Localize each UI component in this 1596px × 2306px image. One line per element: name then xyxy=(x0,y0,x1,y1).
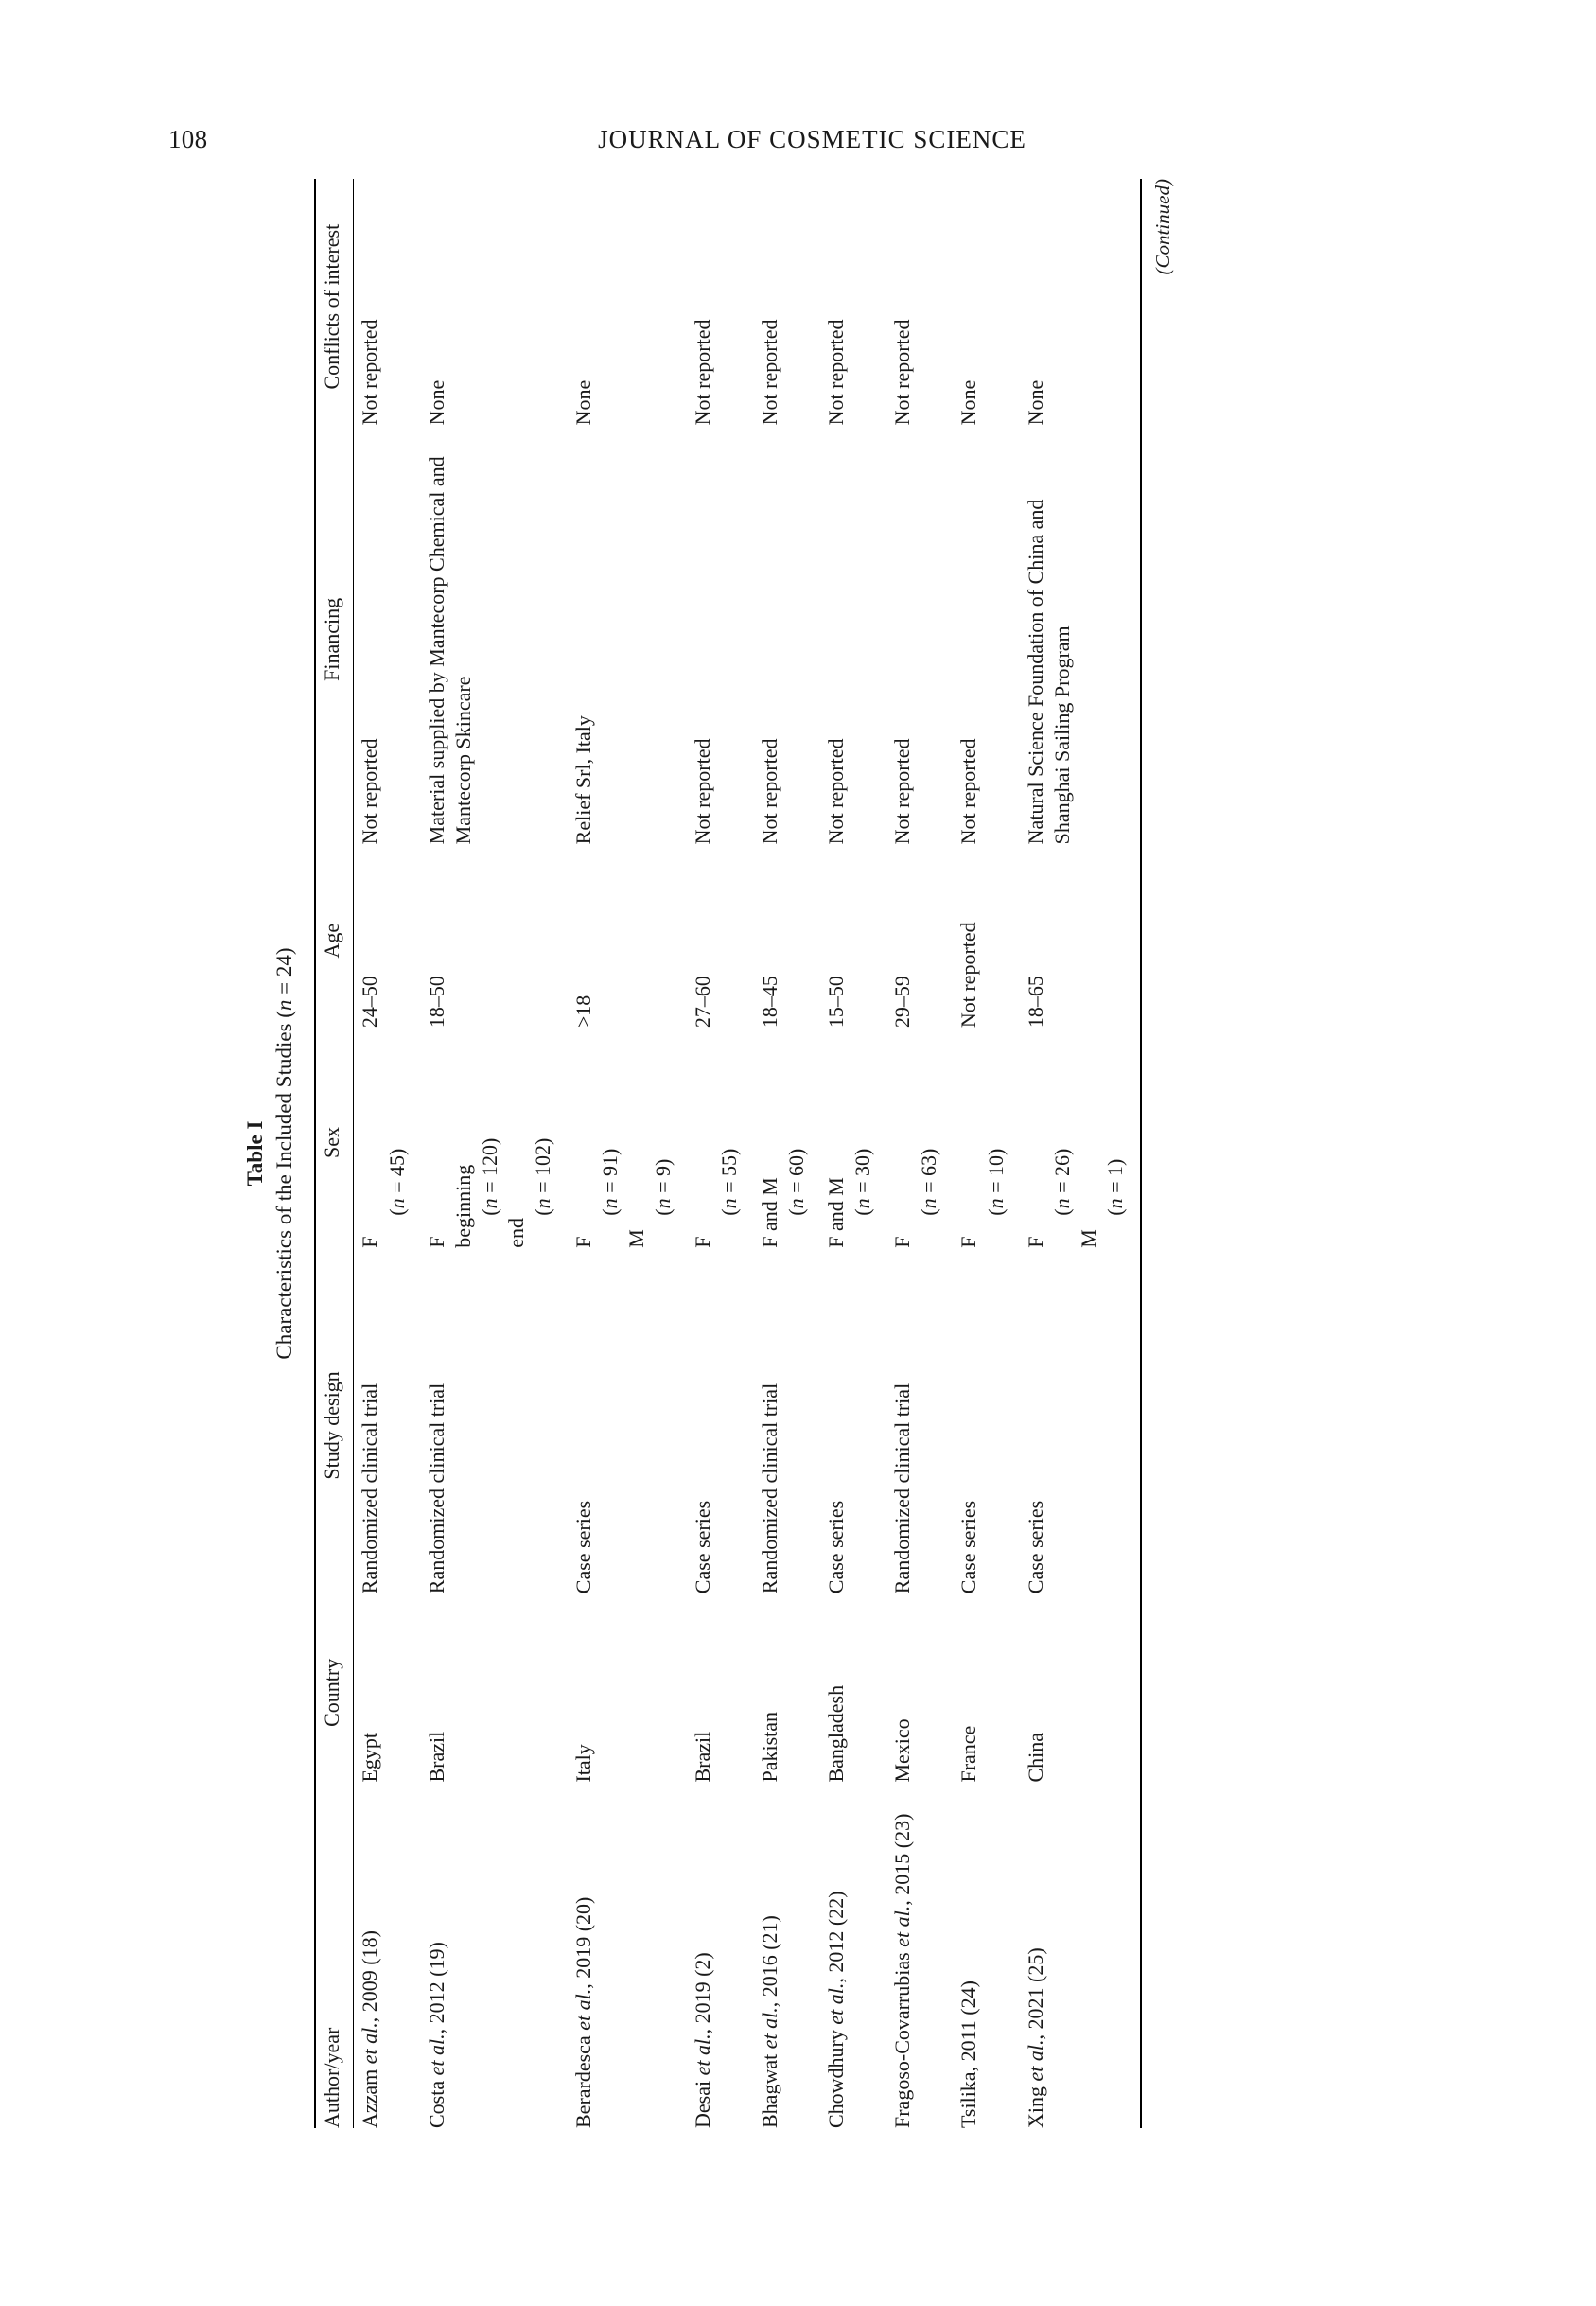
cell-design: Randomized clinical trial xyxy=(757,1382,781,1593)
table-block xyxy=(240,179,1357,2128)
table-row xyxy=(559,179,679,2128)
table-number: Table I xyxy=(242,1120,267,1186)
table-row xyxy=(812,179,878,2128)
cell-coi: Not reported xyxy=(889,319,914,425)
cell-author: Costa et al., 2012 (19) xyxy=(424,1941,448,2128)
cell-coi: Not reported xyxy=(690,319,714,425)
cell-country: Italy xyxy=(570,1743,595,1783)
col-header-financing: Financing xyxy=(315,425,354,844)
cell-coi: None xyxy=(570,379,595,425)
cell-author: Bhagwat et al., 2016 (21) xyxy=(757,1914,781,2128)
cell-country: Brazil xyxy=(690,1731,714,1783)
table-caption-text xyxy=(270,179,299,2128)
cell-author: Azzam et al., 2009 (18) xyxy=(357,1929,381,2128)
cell-age: 18–45 xyxy=(757,975,781,1028)
table-row xyxy=(679,179,745,2128)
table-caption xyxy=(240,179,299,2128)
cell-coi: Not reported xyxy=(823,319,848,425)
cell-author: Desai et al., 2019 (2) xyxy=(690,1951,714,2128)
col-header-coi: Conflicts of interest xyxy=(315,179,354,425)
table-row xyxy=(412,179,559,2128)
caption-n-italic: n xyxy=(272,999,296,1011)
cell-design: Case series xyxy=(570,1500,595,1593)
journal-title: JOURNAL OF COSMETIC SCIENCE xyxy=(598,125,1026,153)
caption-prefix: Characteristics of the Included Studies ( xyxy=(272,1010,296,1360)
col-header-author: Author/year xyxy=(315,1782,354,2127)
cell-sex: F (n = 10) xyxy=(956,1148,1008,1248)
cell-author: Berardesca et al., 2019 (20) xyxy=(570,1896,595,2128)
cell-country: Mexico xyxy=(889,1717,914,1783)
cell-age: 27–60 xyxy=(690,975,714,1028)
cell-sex: F and M (n = 60) xyxy=(757,1148,808,1248)
cell-design: Randomized clinical trial xyxy=(357,1382,381,1593)
cell-sex: F (n = 63) xyxy=(889,1148,940,1248)
page-number: 108 xyxy=(168,125,208,153)
cell-age: 24–50 xyxy=(357,975,381,1028)
cell-age: 18–50 xyxy=(424,975,448,1028)
cell-country: Pakistan xyxy=(757,1711,781,1783)
cell-age: 18–65 xyxy=(1023,975,1047,1028)
cell-sex: F (n = 55) xyxy=(690,1148,741,1248)
cell-design: Case series xyxy=(1023,1500,1047,1593)
cell-coi: None xyxy=(1023,379,1047,425)
cell-author: Chowdhury et al., 2012 (22) xyxy=(823,1890,848,2128)
cell-financing: Not reported xyxy=(690,738,714,844)
cell-coi: Not reported xyxy=(357,319,381,425)
continued-note: (Continued) xyxy=(1150,178,1174,274)
cell-financing: Not reported xyxy=(823,738,848,844)
col-header-sex: Sex xyxy=(315,1028,354,1248)
cell-sex: F (n = 91) M (n = 9) xyxy=(570,1148,675,1248)
cell-design: Case series xyxy=(690,1500,714,1593)
cell-country: China xyxy=(1023,1732,1047,1783)
table-row xyxy=(1011,179,1140,2128)
cell-age: 15–50 xyxy=(823,975,848,1028)
cell-design: Case series xyxy=(823,1500,848,1593)
table-row xyxy=(745,179,812,2128)
cell-sex: F (n = 26) M (n = 1) xyxy=(1023,1148,1127,1248)
cell-financing: Material supplied by Mantecorp Chemical and Mantecorp Skincare xyxy=(424,455,475,844)
cell-country: France xyxy=(956,1725,980,1783)
col-header-age: Age xyxy=(315,844,354,1028)
cell-coi: None xyxy=(424,379,448,425)
cell-country: Brazil xyxy=(424,1731,448,1783)
cell-design: Randomized clinical trial xyxy=(889,1382,914,1593)
cell-design: Randomized clinical trial xyxy=(424,1382,448,1593)
caption-suffix: = 24) xyxy=(272,946,296,1000)
cell-coi: Not reported xyxy=(757,319,781,425)
cell-financing: Relief Srl, Italy xyxy=(570,714,595,844)
table-row xyxy=(879,179,945,2128)
table-row xyxy=(945,179,1011,2128)
cell-age: Not reported xyxy=(956,921,980,1028)
table-row xyxy=(353,179,412,2128)
cell-author: Fragoso-Covarrubias et al., 2015 (23) xyxy=(889,1813,914,2128)
characteristics-table xyxy=(314,179,1140,2128)
col-header-country: Country xyxy=(315,1593,354,1782)
cell-financing: Not reported xyxy=(956,738,980,844)
cell-author: Tsilika, 2011 (24) xyxy=(956,1980,980,2128)
table-header-row xyxy=(315,179,354,2128)
cell-author: Xing et al., 2021 (25) xyxy=(1023,1946,1047,2128)
cell-sex: F beginning (n = 120) end (n = 102) xyxy=(424,1137,554,1248)
cell-age: 29–59 xyxy=(889,975,914,1028)
cell-age: >18 xyxy=(570,995,595,1028)
cell-sex: F and M (n = 30) xyxy=(823,1148,874,1248)
cell-financing: Not reported xyxy=(889,738,914,844)
table-body xyxy=(353,179,1139,2128)
cell-financing: Natural Science Foundation of China and Shanghai Sailing Program xyxy=(1023,499,1074,844)
cell-coi: None xyxy=(956,379,980,425)
cell-financing: Not reported xyxy=(357,738,381,844)
col-header-design: Study design xyxy=(315,1247,354,1593)
cell-sex: F (n = 45) xyxy=(357,1148,409,1248)
cell-financing: Not reported xyxy=(757,738,781,844)
cell-country: Bangladesh xyxy=(823,1684,848,1783)
cell-country: Egypt xyxy=(357,1732,381,1783)
cell-design: Case series xyxy=(956,1500,980,1593)
